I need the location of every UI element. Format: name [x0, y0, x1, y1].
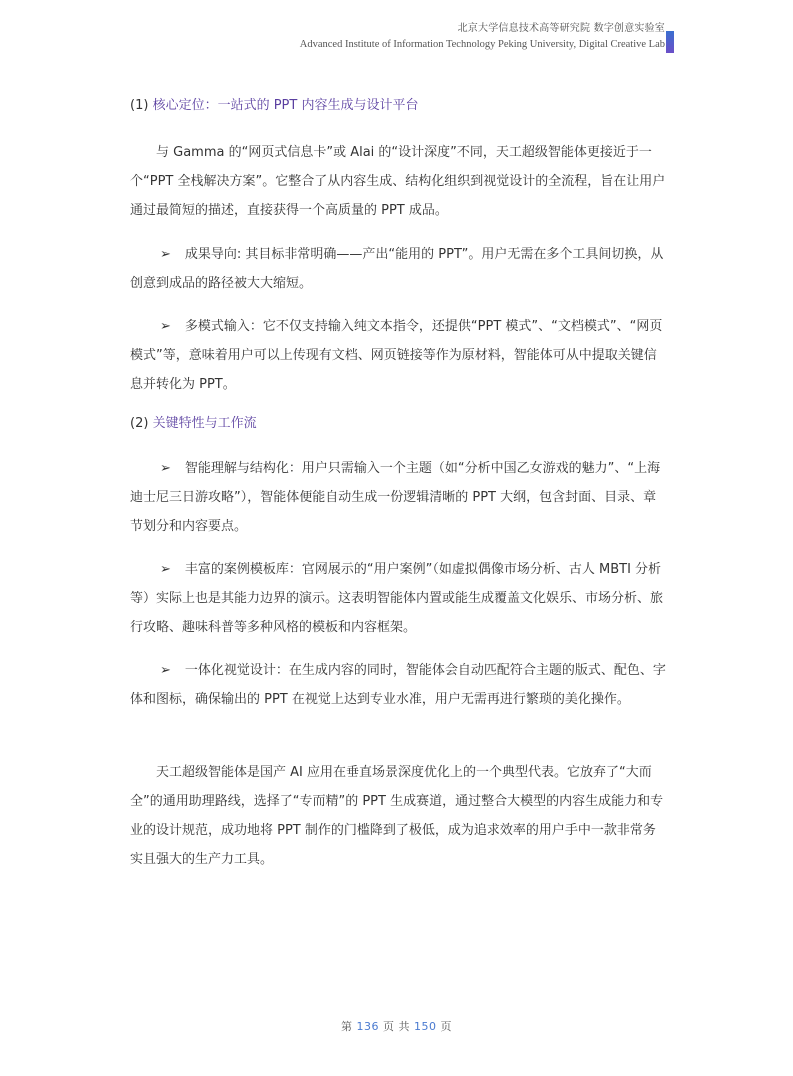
section-2-heading [130, 414, 257, 434]
section-1-bullet [130, 312, 666, 399]
bullet-text: 丰富的案例模板库：官网展示的“用户案例”（如虚拟偶像市场分析、古人 MBTI 分析等）实际上也是其能力边界的演示。这表明智能体内置或能生成覆盖文化娱乐、市场分析、旅行攻略、趣味科普等多种风格的模板和内容框架。 [130, 562, 664, 635]
section-1-intro: 与 Gamma 的“网页式信息卡”或 Alai 的“设计深度”不同，天工超级智能体更接近于一个“PPT 全栈解决方案”。它整合了从内容生成、结构化组织到视觉设计的全流程，旨在让用户通过最简短的描述，直接获得一个高质量的 PPT 成品。 [130, 145, 666, 218]
section-2-bullet [130, 555, 666, 642]
institution-zh: 北京大学信息技术高等研究院 数字创意实验室 [457, 23, 665, 34]
conclusion-paragraph: 天工超级智能体是国产 AI 应用在垂直场景深度优化上的一个典型代表。它放弃了“大而全”的通用助理路线，选择了“专而精”的 PPT 生成赛道，通过整合大模型的内容生成能力和专业的设计规范，成功地将 PPT 制作的门槛降到了极低，成为追求效率的用户手中一款非常务实且强大的生产力工具。 [130, 765, 664, 867]
total-page-number: 150 [414, 1020, 437, 1033]
bullet-arrow-icon: ➢ [160, 319, 171, 334]
bullet-text: 多模式输入：它不仅支持输入纯文本指令，还提供“PPT 模式”、“文档模式”、“网页模式”等，意味着用户可以上传现有文档、网页链接等作为原材料，智能体可从中提取关键信息并转化为 PPT。 [130, 319, 663, 392]
section-1-heading [130, 96, 418, 116]
bullet-text: 智能理解与结构化：用户只需输入一个主题（如“分析中国乙女游戏的魅力”、“上海迪士尼三日游攻略”），智能体便能自动生成一份逻辑清晰的 PPT 大纲，包含封面、目录、章节划分和内容要点。 [130, 461, 661, 534]
bullet-text: 一体化视觉设计：在生成内容的同时，智能体会自动匹配符合主题的版式、配色、字体和图标，确保输出的 PPT 在视觉上达到专业水准，用户无需再进行繁琐的美化操作。 [130, 663, 666, 707]
bullet-text: 成果导向: 其目标非常明确——产出“能用的 PPT”。用户无需在多个工具间切换，从创意到成品的路径被大大缩短。 [130, 247, 664, 291]
bullet-arrow-icon: ➢ [160, 562, 171, 577]
header-text [300, 22, 665, 52]
section-1-bullet [130, 240, 666, 298]
footer-prefix: 第 [341, 1020, 353, 1033]
page-footer [0, 1018, 793, 1034]
section-1-title: 核心定位：一站式的 PPT 内容生成与设计平台 [152, 98, 419, 113]
header-accent-bar [666, 31, 674, 53]
footer-middle: 页 共 [383, 1020, 410, 1033]
section-2-title: 关键特性与工作流 [152, 416, 257, 431]
bullet-arrow-icon: ➢ [160, 461, 171, 476]
institution-en: Advanced Institute of Information Technology Peking University, Digital Creative Lab [299, 39, 665, 50]
footer-suffix: 页 [440, 1020, 452, 1033]
current-page-number: 136 [356, 1020, 379, 1033]
section-2-number: (2) [130, 416, 149, 431]
section-1-number: (1) [130, 98, 149, 113]
section-2-bullet [130, 656, 666, 714]
section-2-bullet [130, 454, 666, 541]
bullet-arrow-icon: ➢ [160, 247, 171, 262]
bullet-arrow-icon: ➢ [160, 663, 171, 678]
